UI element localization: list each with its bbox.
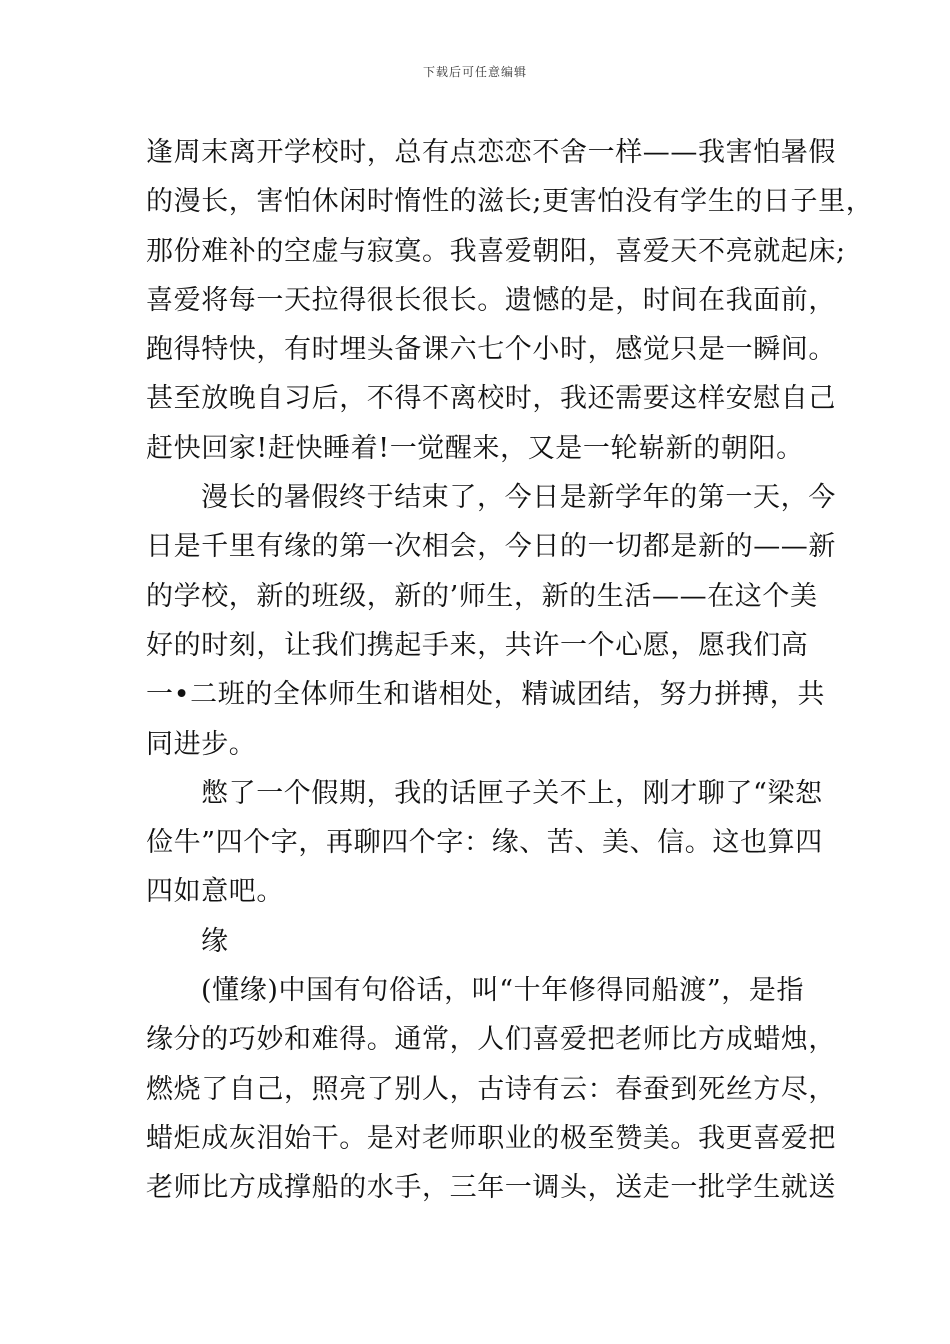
text-line: 好的时刻，让我们携起手来，共许一个心愿，愿我们高 [146, 629, 809, 661]
section-heading: 缘 [201, 925, 229, 957]
text-line: 一•二班的全体师生和谐相处，精诚团结，努力拼搏，共 [146, 679, 825, 711]
paragraph-first-line: 憋了一个假期，我的话匣子关不上，刚才聊了“梁恕 [201, 777, 823, 809]
text-line: 俭牛”四个字，再聊四个字：缘、苦、美、信。这也算四 [146, 827, 823, 859]
text-line: 喜爱将每一天拉得很长很长。遗憾的是，时间在我面前， [146, 284, 836, 316]
text-line: 蜡炬成灰泪始干。是对老师职业的极至赞美。我更喜爱把 [146, 1122, 836, 1154]
text-line: 燃烧了自己，照亮了别人，古诗有云：春蚕到死丝方尽， [146, 1073, 836, 1105]
paragraph-first-line: (懂缘)中国有句俗话，叫“十年修得同船渡”，是指 [201, 975, 805, 1007]
paragraph-first-line: 漫长的暑假终于结束了，今日是新学年的第一天，今 [201, 482, 836, 514]
text-line: 甚至放晚自习后，不得不离校时，我还需要这样安慰自己 [146, 383, 836, 415]
text-line: 那份难补的空虚与寂寞。我喜爱朝阳，喜爱天不亮就起床; [146, 235, 846, 267]
document-body [146, 128, 874, 1213]
text-line: 四如意吧。 [146, 876, 284, 908]
text-line: 跑得特快，有时埋头备课六七个小时，感觉只是一瞬间。 [146, 334, 836, 366]
text-line: 的漫长，害怕休闲时惰性的滋长;更害怕没有学生的日子里， [146, 186, 874, 218]
text-line: 赶快回家!赶快睡着!一觉醒来，又是一轮崭新的朝阳。 [146, 432, 804, 464]
text-line: 缘分的巧妙和难得。通常，人们喜爱把老师比方成蜡烛， [146, 1024, 836, 1056]
text-line: 日是千里有缘的第一次相会，今日的一切都是新的——新 [146, 531, 836, 563]
text-line: 逢周末离开学校时，总有点恋恋不舍一样——我害怕暑假 [146, 137, 836, 168]
text-line: 老师比方成撑船的水手，三年一调头，送走一批学生就送 [146, 1172, 836, 1204]
text-line: 的学校，新的班级，新的’师生，新的生活——在这个美 [146, 580, 818, 612]
page-header: 下载后可任意编辑 [422, 65, 527, 79]
text-line: 同进步。 [146, 728, 257, 760]
